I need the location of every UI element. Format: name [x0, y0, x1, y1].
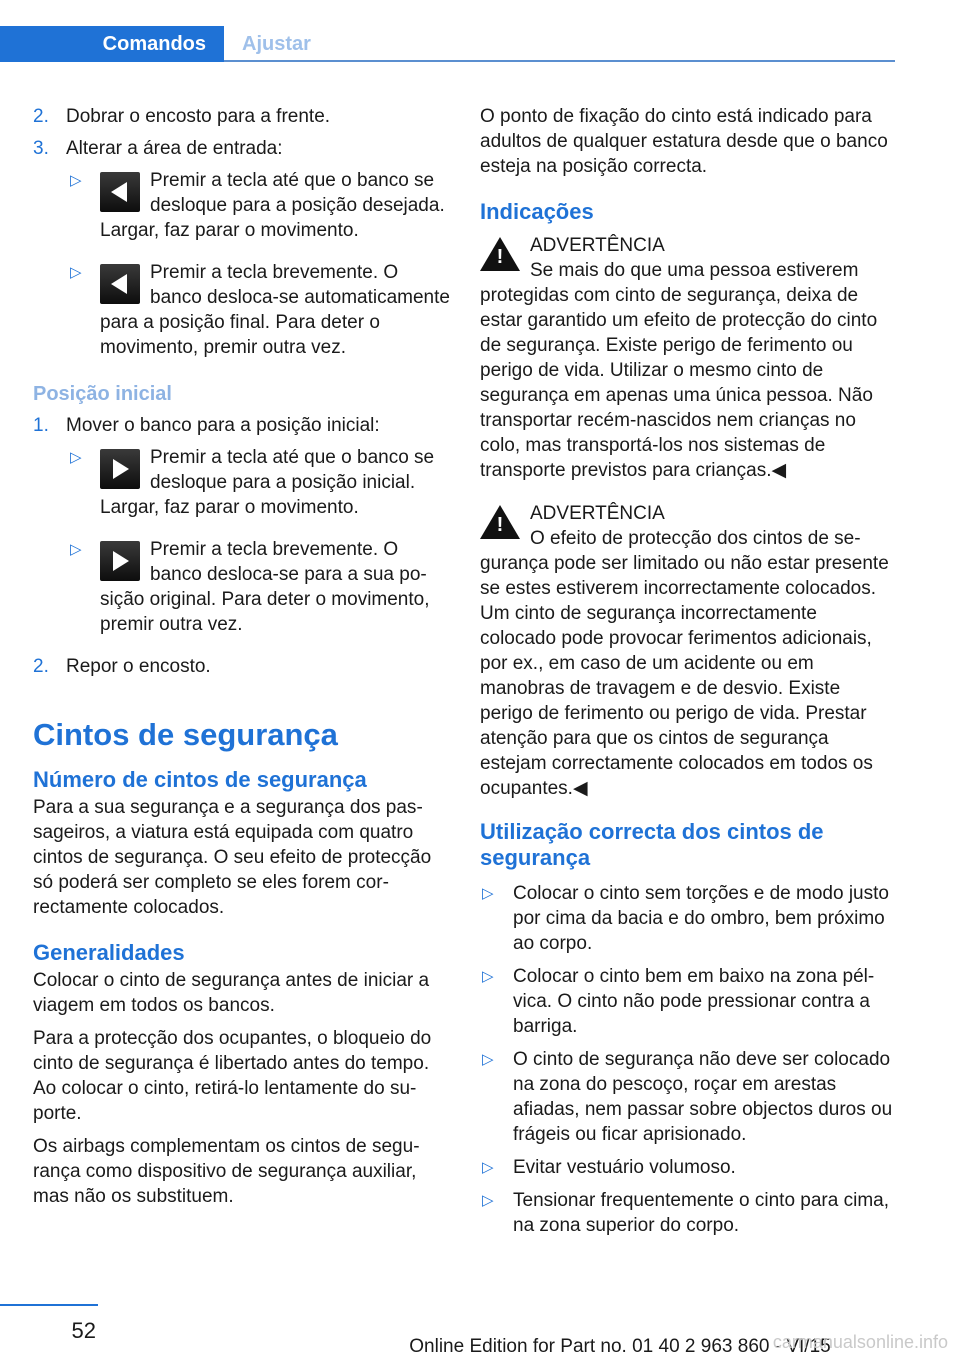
list-item	[480, 964, 898, 1039]
step-item	[33, 654, 451, 679]
list-item	[480, 1188, 898, 1238]
step-number: 1.	[33, 415, 49, 436]
heading-indicacoes: Indicações	[480, 199, 594, 224]
warning-title: ADVERTÊNCIA	[530, 503, 665, 524]
list-item-text: O cinto de segurança não deve ser colocado na zona do pescoço, roçar em arestas afiadas, nem passar sobre objectos duros ou frágeis ou ficar aprisionado.	[513, 1049, 893, 1145]
heading-utilizacao: Utilização correcta dos cintos de segurança	[480, 819, 824, 870]
step-item	[33, 104, 451, 129]
sub-step-text: Premir a tecla até que o banco se desloque para a posição inicial. Largar, faz parar o movimento.	[100, 447, 435, 518]
paragraph: Os airbags complementam os cintos de segurança como dispositivo de segurança auxiliar, mas não os substituem.	[33, 1136, 420, 1207]
paragraph: Para a sua segurança e a segurança dos passageiros, a viatura está equipada com quatro cintos de segurança. O seu efeito de protecção só poderá ser completo se eles forem correctamente colocados.	[33, 797, 432, 918]
seat-button-left-icon	[100, 264, 140, 304]
triangle-bullet-icon: ▷	[482, 968, 494, 985]
warning-block	[480, 233, 898, 483]
heading-generalidades: Generalidades	[33, 940, 185, 965]
sub-step	[33, 260, 451, 360]
sub-step	[33, 445, 451, 520]
warning-block	[480, 501, 898, 801]
step-item	[33, 136, 451, 161]
chapter-header	[0, 0, 895, 62]
triangle-bullet-icon: ▷	[482, 1051, 494, 1068]
step-number: 2.	[33, 106, 49, 127]
seat-button-right-icon	[100, 541, 140, 581]
right-column	[480, 104, 898, 1246]
triangle-bullet-icon: ▷	[70, 541, 82, 558]
step-number: 2.	[33, 656, 49, 677]
paragraph: O ponto de fixação do cinto está indicado para adultos de qualquer estatura desde que o banco esteja na posição correcta.	[480, 106, 888, 177]
step-text: Dobrar o encosto para a frente.	[66, 106, 331, 127]
warning-text: Se mais do que uma pessoa estiverem protegidas com cinto de segurança, deixa de estar garantido um efeito de protecção do cinto de segurança. Existe perigo de ferimento ou perigo de vida. Utilizar o mesmo cinto de segurança em apenas uma única pessoa. Não transportar recém-nascidos nem crianças no colo, mas transportá-los nos sistemas de transporte previstos para crianças.◀	[480, 260, 878, 481]
step-number: 3.	[33, 138, 49, 159]
step-text: Repor o encosto.	[66, 656, 211, 677]
warning-triangle-icon: !	[480, 237, 520, 273]
list-item-text: Colocar o cinto bem em baixo na zona pélvica. O cinto não pode pressionar contra a barriga.	[513, 966, 875, 1037]
sub-step	[33, 537, 451, 637]
heading-numero-cintos: Número de cintos de segurança	[33, 767, 367, 792]
list-item-text: Tensionar frequentemente o cinto para cima, na zona superior do corpo.	[513, 1190, 889, 1236]
list-item-text: Evitar vestuário volumoso.	[513, 1157, 736, 1178]
triangle-bullet-icon: ▷	[482, 1159, 494, 1176]
triangle-bullet-icon: ▷	[482, 1192, 494, 1209]
paragraph: Colocar o cinto de segurança antes de iniciar a viagem em todos os bancos.	[33, 970, 430, 1016]
triangle-bullet-icon: ▷	[482, 885, 494, 902]
sub-step-text: Premir a tecla brevemente. O banco desloca-se para a sua posição original. Para deter o movimento, premir outra vez.	[100, 539, 430, 635]
left-column	[33, 104, 451, 1217]
seat-button-right-icon	[100, 449, 140, 489]
list-item-text: Colocar o cinto sem torções e de modo justo por cima da bacia e do ombro, bem próximo ao corpo.	[513, 883, 889, 954]
list-item	[480, 881, 898, 956]
list-item	[480, 1155, 898, 1180]
tab-ajustar[interactable]: Ajustar	[242, 33, 311, 55]
step-text: Mover o banco para a posição inicial:	[66, 415, 380, 436]
sub-step	[33, 168, 451, 243]
list-item	[480, 1047, 898, 1147]
tab-comandos[interactable]: Comandos	[0, 26, 224, 62]
footer-edition: Online Edition for Part no. 01 40 2 963 860 - VI/15	[409, 1336, 831, 1357]
warning-title: ADVERTÊNCIA	[530, 235, 665, 256]
footer-rule	[0, 1304, 98, 1306]
section-title: Cintos de segurança	[33, 717, 338, 752]
step-text: Alterar a área de entrada:	[66, 138, 283, 159]
sub-step-text: Premir a tecla até que o banco se desloque para a posição desejada. Largar, faz parar o movimento.	[100, 170, 445, 241]
sub-step-text: Premir a tecla brevemente. O banco desloca-se automaticamente para a posição final. Para deter o movimento, premir outra vez.	[100, 262, 450, 358]
seat-button-left-icon	[100, 172, 140, 212]
warning-text: O efeito de protecção dos cintos de segurança pode ser limitado ou não estar presente se estes estiverem incorrectamente colocados. Um cinto de segurança incorrectamente colocado pode provocar ferimentos adicionais, por ex., em caso de um acidente ou em manobras de travagem e de desvio. Existe perigo de ferimento ou perigo de vida. Prestar atenção para que os cintos de segurança estejam correctamente colocados em todos os ocupantes.◀	[480, 528, 889, 799]
step-item	[33, 413, 451, 438]
page-number: 52	[71, 1318, 96, 1343]
heading-posicao-inicial: Posição inicial	[33, 383, 172, 405]
paragraph: Para a protecção dos ocupantes, o bloqueio do cinto de segurança é libertado antes do tempo. Ao colocar o cinto, retirá-lo lentamente do suporte.	[33, 1028, 432, 1124]
warning-triangle-icon: !	[480, 505, 520, 541]
triangle-bullet-icon: ▷	[70, 449, 82, 466]
triangle-bullet-icon: ▷	[70, 172, 82, 189]
watermark: carmanualsonline.info	[772, 1332, 948, 1352]
triangle-bullet-icon: ▷	[70, 264, 82, 281]
